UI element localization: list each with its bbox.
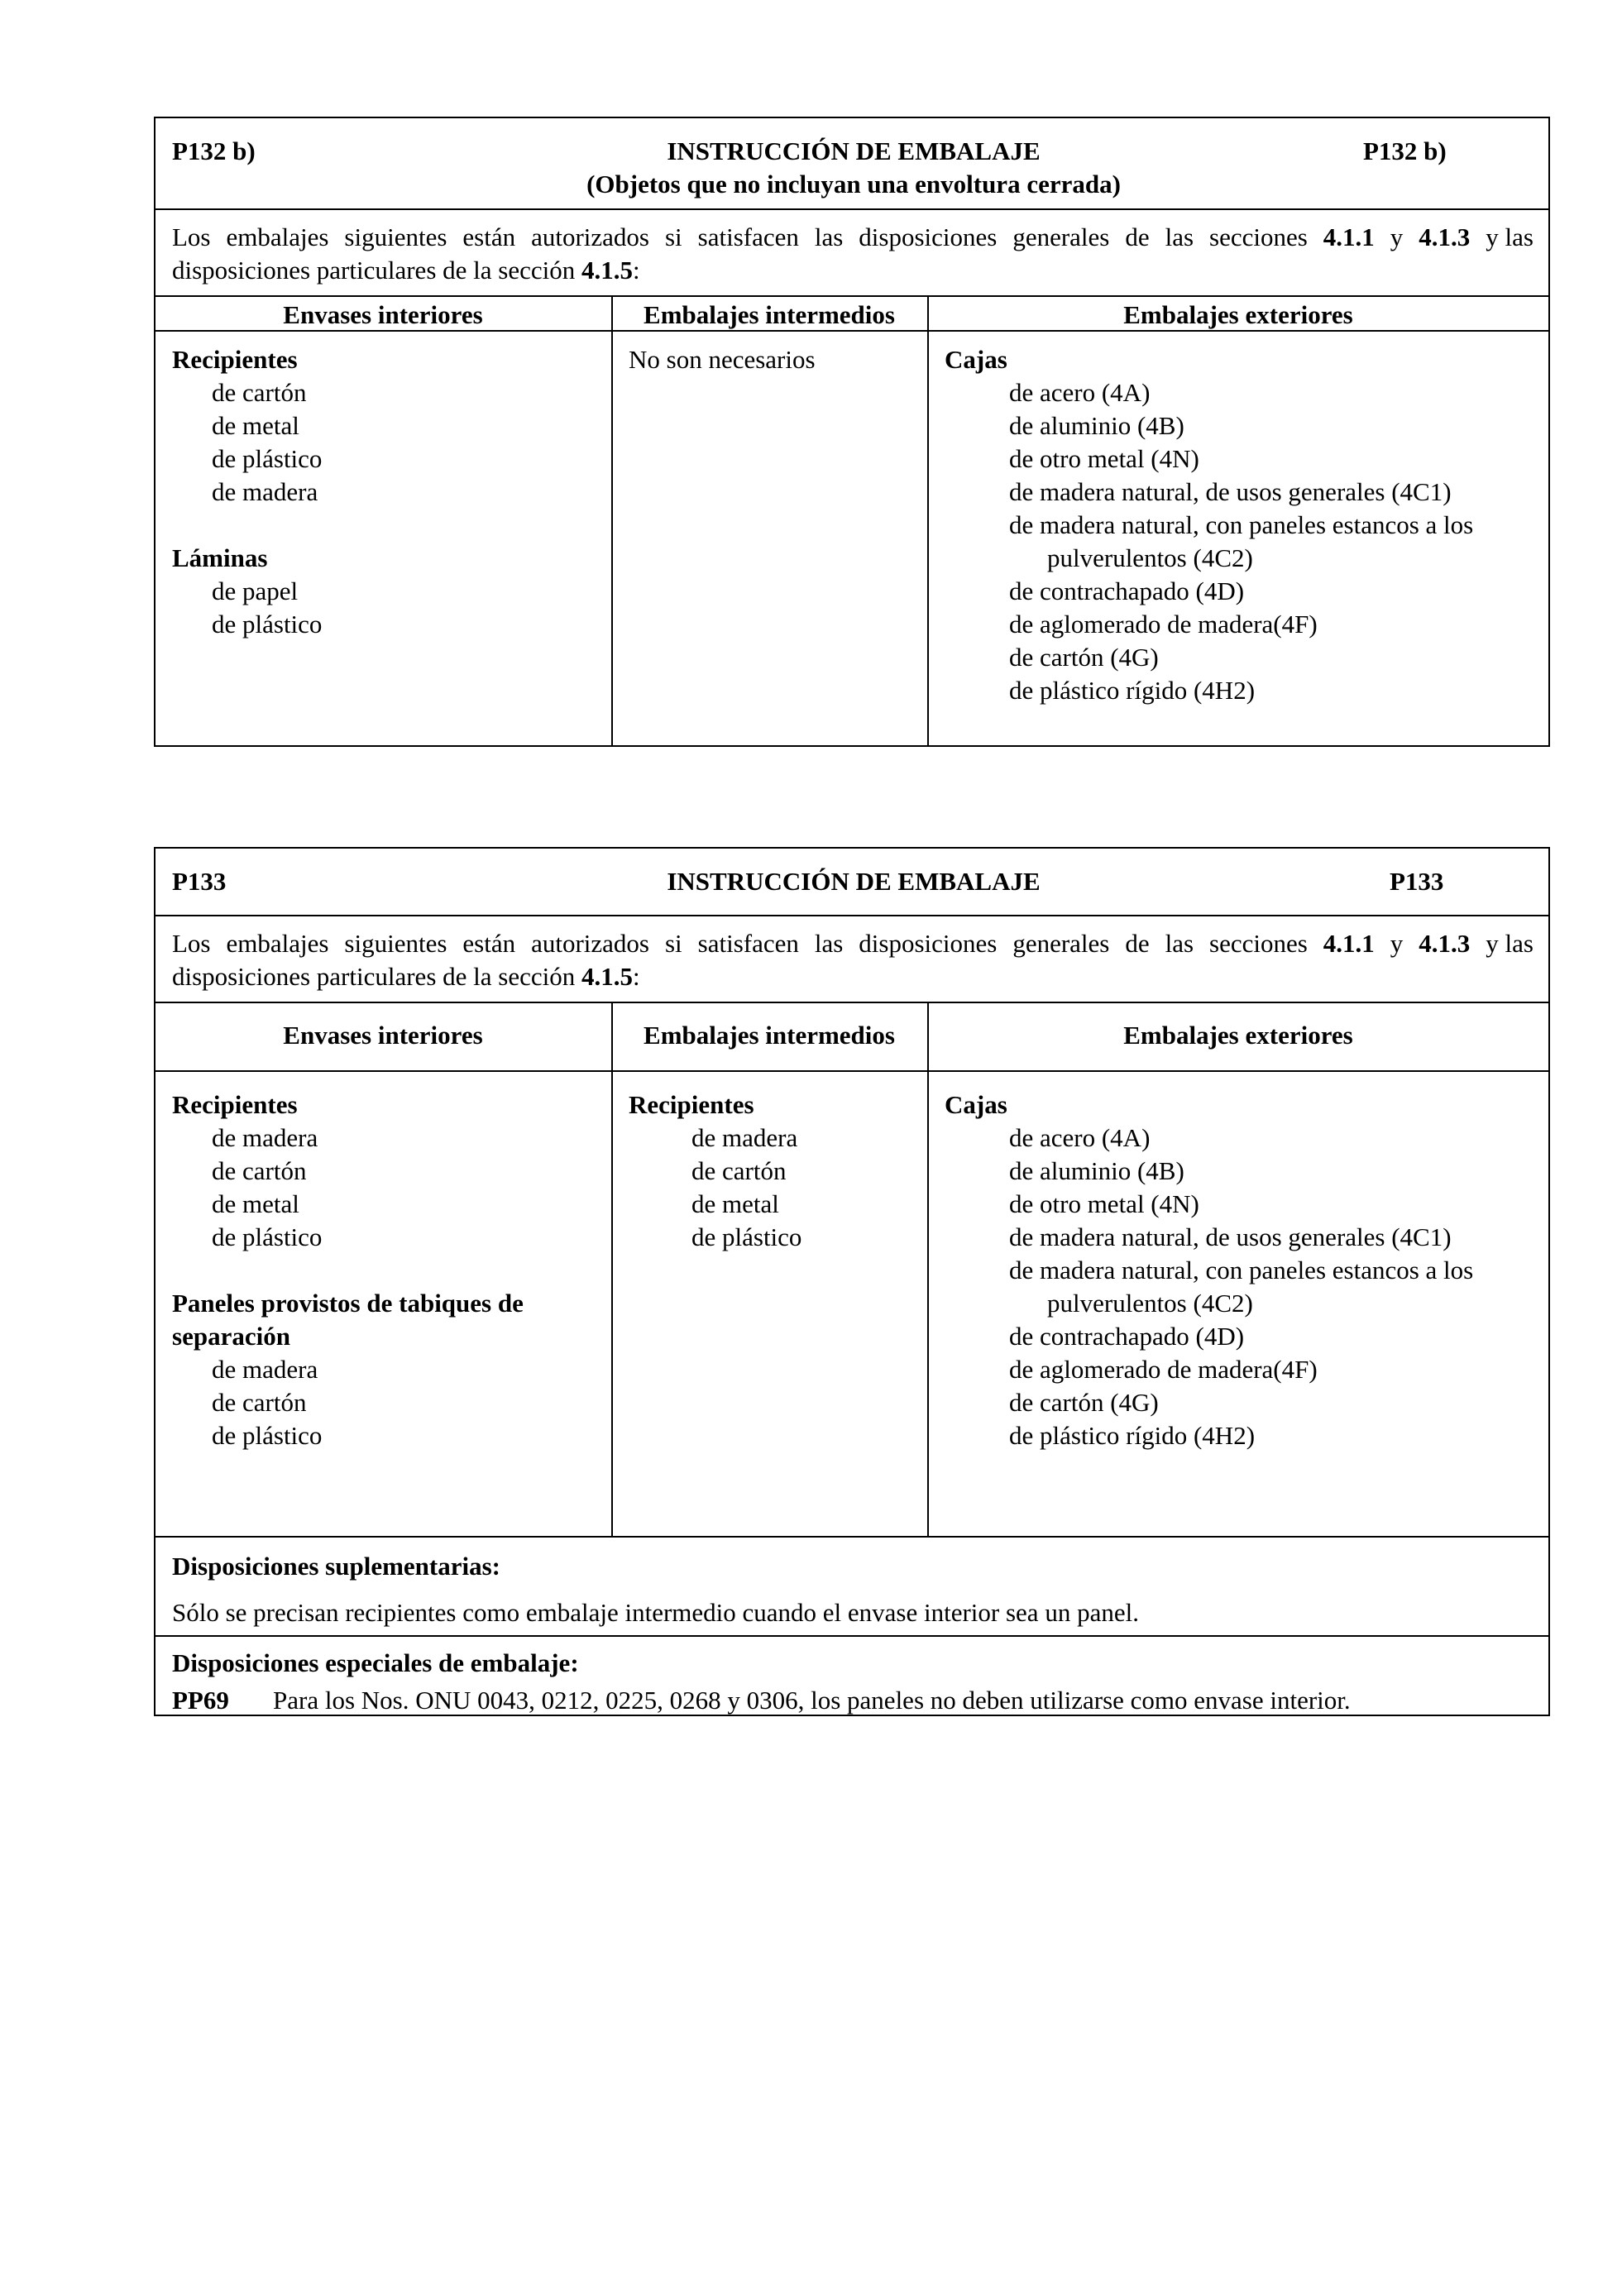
- list-item: de acero (4A): [1009, 1123, 1151, 1152]
- list-item: pulverulentos (4C2): [1047, 1289, 1253, 1318]
- list-item: de madera: [212, 1355, 318, 1384]
- p132-inner-group-title: Láminas: [172, 543, 268, 572]
- list-item: de cartón: [212, 378, 307, 407]
- list-item: de plástico rígido (4H2): [1009, 676, 1256, 705]
- list-item: de madera natural, con paneles estancos a los: [1009, 510, 1474, 539]
- list-item: de aglomerado de madera(4F): [1009, 1355, 1318, 1384]
- list-item: de metal: [212, 411, 299, 440]
- list-item: pulverulentos (4C2): [1047, 543, 1253, 572]
- p133-outer-list: [945, 1088, 1473, 1452]
- list-item: de cartón (4G): [1009, 1388, 1159, 1417]
- p133-inner-group-title: Recipientes: [172, 1090, 298, 1119]
- p132-intro: [172, 221, 1533, 287]
- list-item: de madera natural, de usos generales (4C1): [1009, 1222, 1452, 1251]
- list-item: de plástico: [212, 610, 323, 639]
- p133-title: INSTRUCCIÓN DE EMBALAJE: [667, 867, 1041, 896]
- p133-intro: [172, 927, 1533, 993]
- p133-intro-line1: Los embalajes siguientes están autorizados si satisfacen las disposiciones generales de las secciones 4.1.1 y 4.1.3 y las: [172, 929, 1533, 958]
- p132-outer-list: [945, 343, 1473, 707]
- list-item: de contrachapado (4D): [1009, 1322, 1245, 1351]
- p133-header-inner: Envases interiores: [283, 1021, 483, 1050]
- p132-code-right: P132 b): [1363, 136, 1447, 165]
- column-divider: [611, 1002, 613, 1536]
- divider: [156, 1536, 1548, 1538]
- list-item: de cartón: [212, 1388, 307, 1417]
- p133-instruction-table: [154, 847, 1550, 1716]
- column-divider: [927, 1002, 929, 1536]
- p132-instruction-table: [154, 117, 1550, 747]
- divider: [156, 208, 1548, 210]
- divider: [156, 295, 1548, 297]
- p133-inner-list: [172, 1088, 524, 1452]
- p133-special-text: Para los Nos. ONU 0043, 0212, 0225, 0268 y 0306, los paneles no deben utilizarse como envase interior.: [273, 1686, 1351, 1715]
- p133-supplementary-text: Sólo se precisan recipientes como embalaje intermedio cuando el envase interior sea un panel.: [172, 1598, 1139, 1627]
- p132-inner-list: [172, 343, 322, 641]
- p132-intro-line2: disposiciones particulares de la sección 4.1.5:: [172, 256, 640, 285]
- column-divider: [611, 295, 613, 745]
- p132-header-outer: Embalajes exteriores: [1123, 300, 1353, 329]
- list-item: de acero (4A): [1009, 378, 1151, 407]
- list-item: de cartón: [691, 1156, 787, 1185]
- list-item: de cartón (4G): [1009, 643, 1159, 672]
- p133-code-right: P133: [1390, 867, 1444, 896]
- list-item: de plástico: [212, 1222, 323, 1251]
- list-item: de madera natural, con paneles estancos a los: [1009, 1256, 1474, 1284]
- p133-code-left: P133: [172, 867, 227, 896]
- p133-header-outer: Embalajes exteriores: [1123, 1021, 1353, 1050]
- p132-intermediate-text: No son necesarios: [629, 345, 816, 374]
- list-item: de papel: [212, 576, 299, 605]
- p132-intermediate-list: [629, 343, 816, 376]
- divider: [156, 330, 1548, 332]
- p133-inner-group-title: separación: [172, 1322, 290, 1351]
- list-item: de otro metal (4N): [1009, 444, 1199, 473]
- list-item: de plástico: [212, 444, 323, 473]
- list-item: de plástico: [691, 1222, 802, 1251]
- list-item: de cartón: [212, 1156, 307, 1185]
- p133-supplementary-title: Disposiciones suplementarias:: [172, 1552, 500, 1581]
- divider: [156, 915, 1548, 916]
- p132-header-inner: Envases interiores: [283, 300, 483, 329]
- list-item: de otro metal (4N): [1009, 1189, 1199, 1218]
- list-item: de plástico: [212, 1421, 323, 1450]
- divider: [156, 1002, 1548, 1003]
- p132-subtitle: (Objetos que no incluyan una envoltura cerrada): [586, 170, 1121, 199]
- p133-outer-title: Cajas: [945, 1090, 1007, 1119]
- list-item: de metal: [212, 1189, 299, 1218]
- list-item: de metal: [691, 1189, 779, 1218]
- p132-title: INSTRUCCIÓN DE EMBALAJE: [667, 136, 1041, 165]
- p132-outer-title: Cajas: [945, 345, 1007, 374]
- p133-intermediate-list: [629, 1088, 801, 1254]
- p133-header-intermediate: Embalajes intermedios: [644, 1021, 895, 1050]
- list-item: de madera: [691, 1123, 798, 1152]
- p133-special-title: Disposiciones especiales de embalaje:: [172, 1648, 579, 1677]
- list-item: de plástico rígido (4H2): [1009, 1421, 1256, 1450]
- list-item: de madera: [212, 477, 318, 506]
- list-item: de aluminio (4B): [1009, 1156, 1184, 1185]
- p132-intro-line1: Los embalajes siguientes están autorizados si satisfacen las disposiciones generales de las secciones 4.1.1 y 4.1.3 y las: [172, 222, 1533, 251]
- list-item: de madera: [212, 1123, 318, 1152]
- column-divider: [927, 295, 929, 745]
- p133-inner-group-title: Paneles provistos de tabiques de: [172, 1289, 524, 1318]
- list-item: de contrachapado (4D): [1009, 576, 1245, 605]
- p132-code-left: P132 b): [172, 136, 256, 165]
- p132-inner-group-title: Recipientes: [172, 345, 298, 374]
- divider: [156, 1635, 1548, 1637]
- p133-intermediate-title: Recipientes: [629, 1090, 754, 1119]
- p132-header-intermediate: Embalajes intermedios: [644, 300, 895, 329]
- divider: [156, 1070, 1548, 1072]
- list-item: de aglomerado de madera(4F): [1009, 610, 1318, 639]
- list-item: de aluminio (4B): [1009, 411, 1184, 440]
- p133-intro-line2: disposiciones particulares de la sección 4.1.5:: [172, 962, 640, 991]
- list-item: de madera natural, de usos generales (4C1): [1009, 477, 1452, 506]
- p133-special-code: PP69: [172, 1686, 229, 1715]
